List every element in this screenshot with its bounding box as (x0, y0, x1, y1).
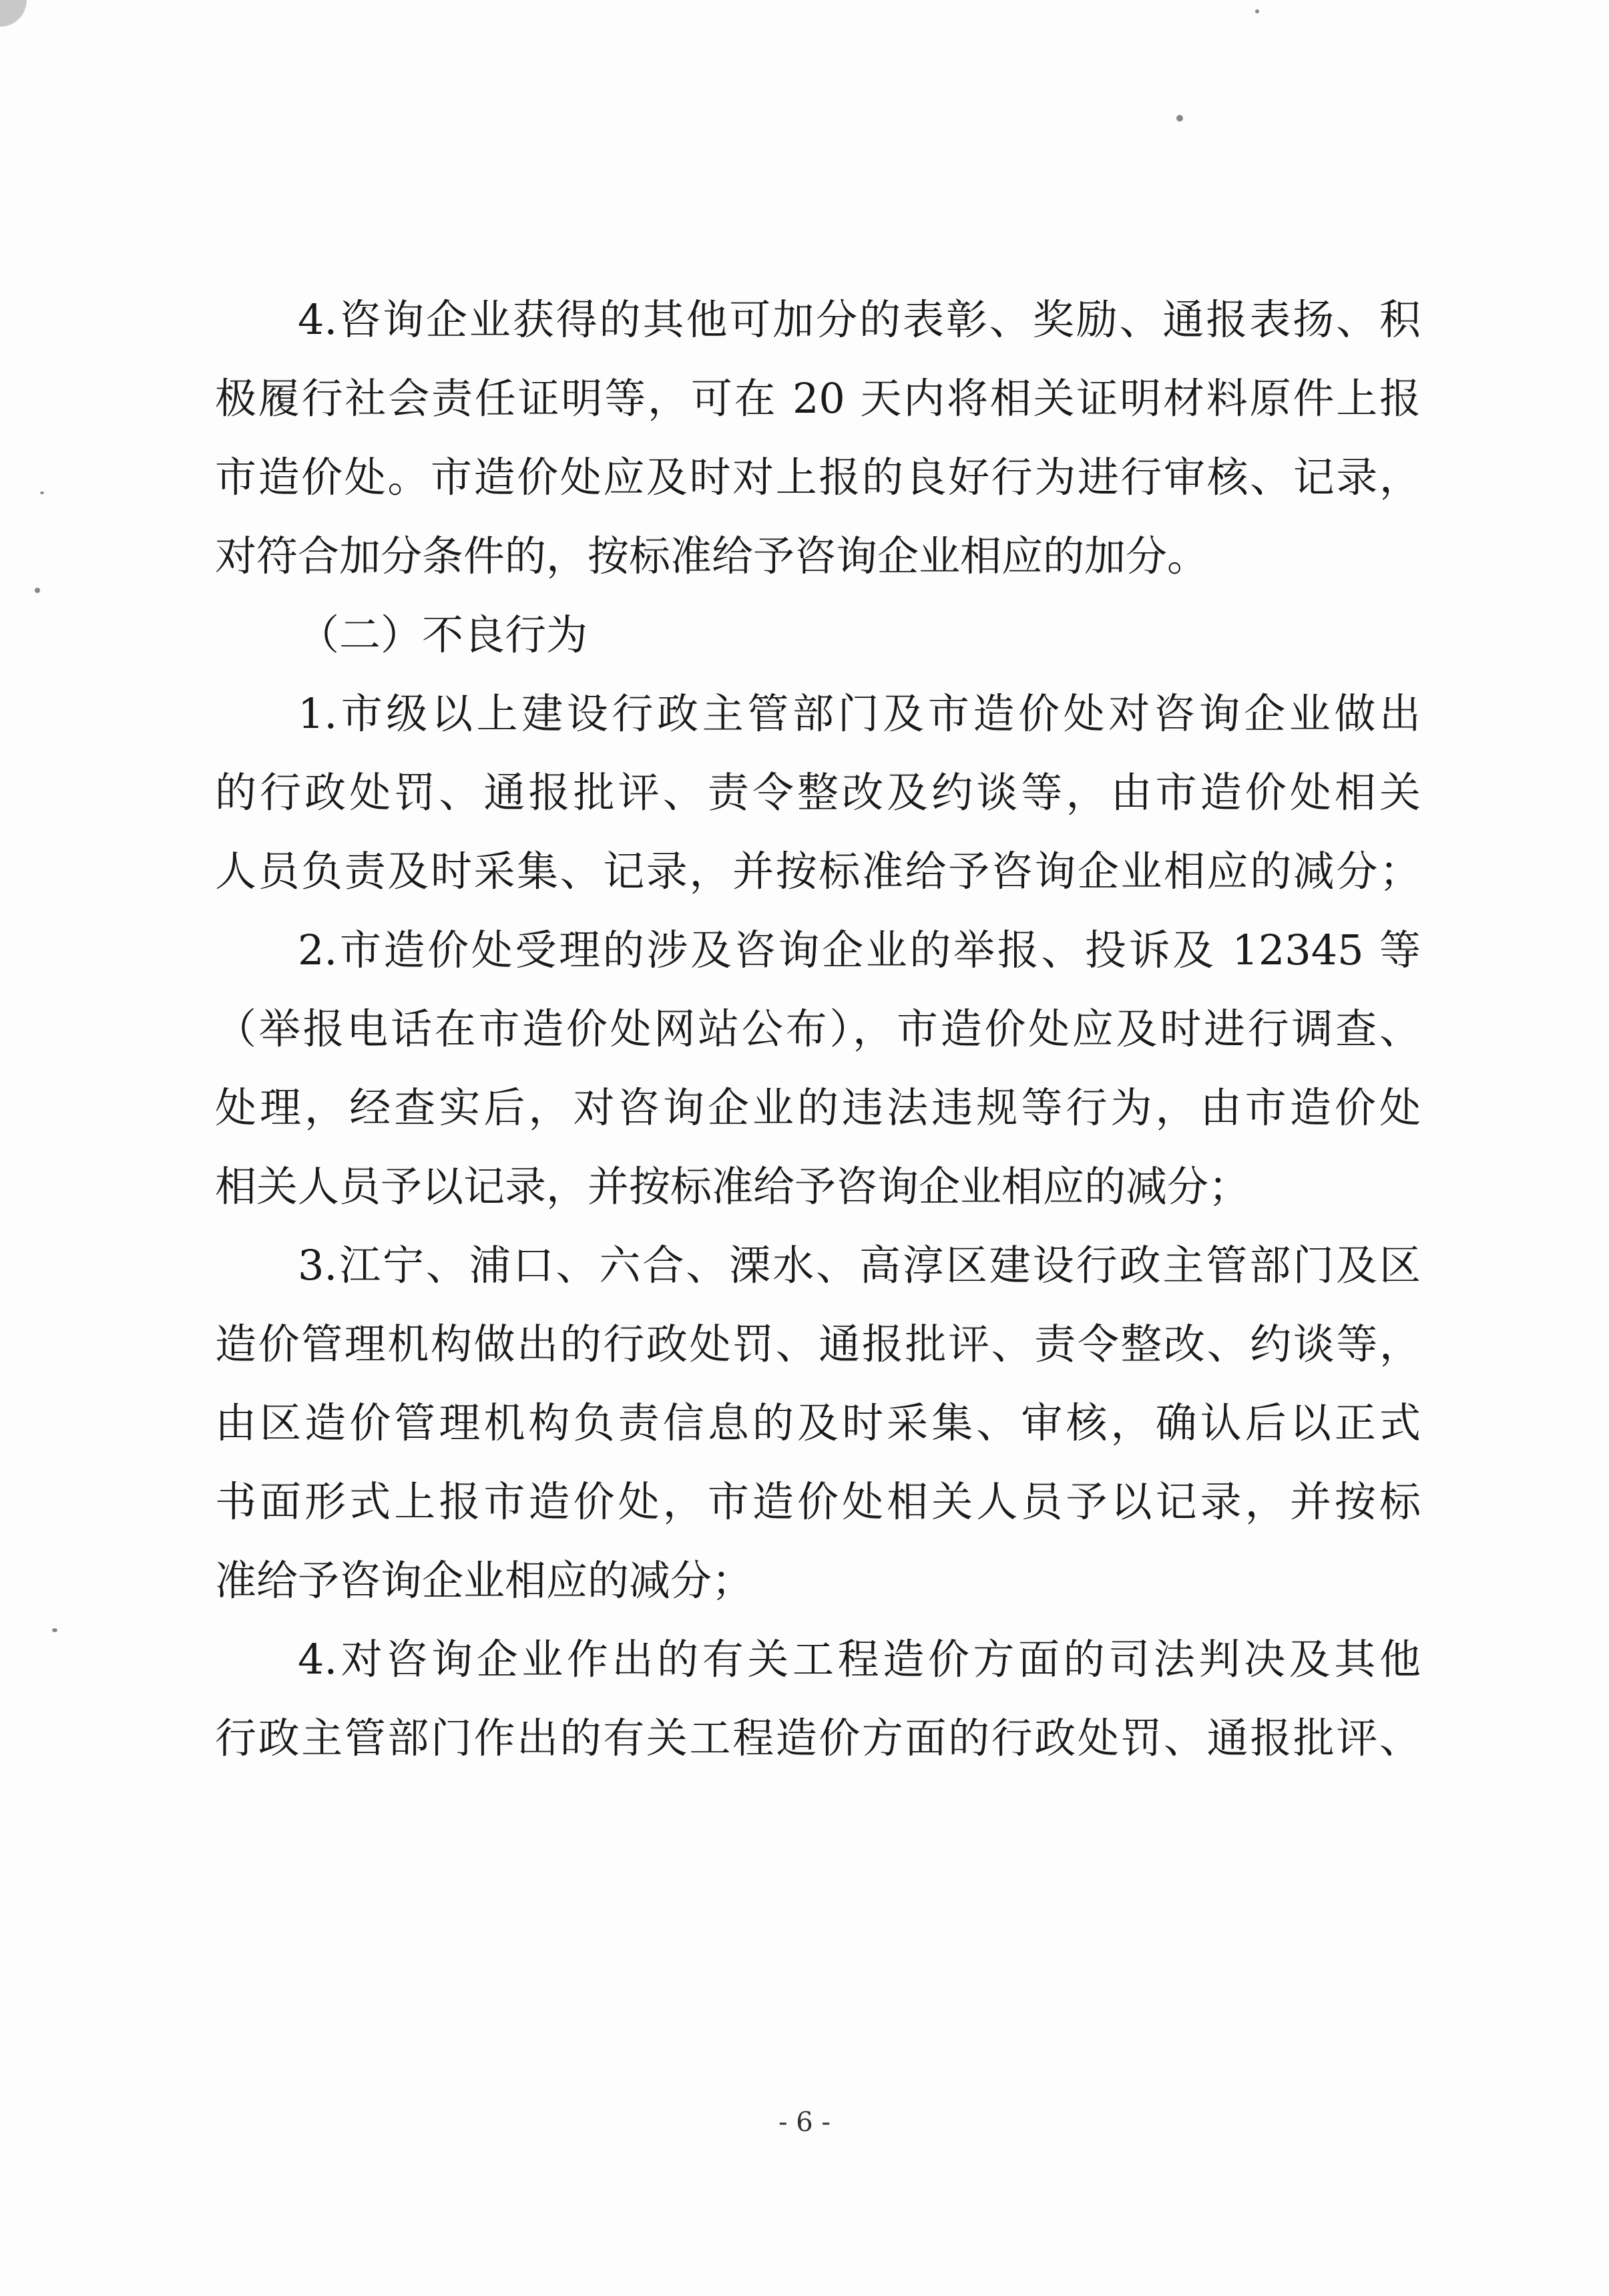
scan-speck (35, 588, 40, 593)
paragraph-line: 造价管理机构做出的行政处罚、通报批评、责令整改、约谈等， (215, 1320, 1421, 1368)
scan-speck (40, 492, 44, 494)
paragraph-line: 由区造价管理机构负责信息的及时采集、审核，确认后以正式 (215, 1398, 1421, 1447)
paragraph-line: 4.对咨询企业作出的有关工程造价方面的司法判决及其他 (298, 1635, 1421, 1684)
paragraph-line: 极履行社会责任证明等，可在 20 天内将相关证明材料原件上报 (215, 374, 1421, 423)
scan-speck (1255, 9, 1259, 13)
paragraph-line: 3.江宁、浦口、六合、溧水、高淳区建设行政主管部门及区 (298, 1241, 1421, 1290)
paragraph-line: 相关人员予以记录，并按标准给予咨询企业相应的减分； (215, 1162, 1250, 1211)
scan-speck (1176, 115, 1183, 122)
paragraph-line: 4.咨询企业获得的其他可加分的表彰、奖励、通报表扬、积 (298, 295, 1421, 344)
paragraph-line: （举报电话在市造价处网站公布），市造价处应及时进行调查、 (215, 1004, 1421, 1053)
paragraph-line: 市造价处。市造价处应及时对上报的良好行为进行审核、记录， (215, 453, 1421, 502)
paragraph-line: 书面形式上报市造价处，市造价处相关人员予以记录，并按标 (215, 1477, 1421, 1526)
paragraph-line: 行政主管部门作出的有关工程造价方面的行政处罚、通报批评、 (215, 1714, 1421, 1762)
body-text (215, 280, 1421, 1778)
scan-speck (52, 1628, 57, 1632)
paragraph-line: 处理，经查实后，对咨询企业的违法违规等行为，由市造价处 (215, 1083, 1421, 1132)
page-number: - 6 - (778, 2107, 831, 2138)
scan-corner-artifact (0, 0, 27, 27)
paragraph-line: 对符合加分条件的，按标准给予咨询企业相应的加分。 (215, 532, 1209, 580)
paragraph-line: 2.市造价处受理的涉及咨询企业的举报、投诉及 12345 等 (298, 926, 1421, 974)
section-heading: （二）不良行为 (298, 610, 588, 659)
paragraph-line: 的行政处罚、通报批评、责令整改及约谈等，由市造价处相关 (215, 768, 1421, 817)
paragraph-line: 准给予咨询企业相应的减分； (215, 1556, 754, 1605)
paragraph-line: 1.市级以上建设行政主管部门及市造价处对咨询企业做出 (298, 689, 1421, 738)
paragraph-line: 人员负责及时采集、记录，并按标准给予咨询企业相应的减分； (215, 847, 1421, 896)
